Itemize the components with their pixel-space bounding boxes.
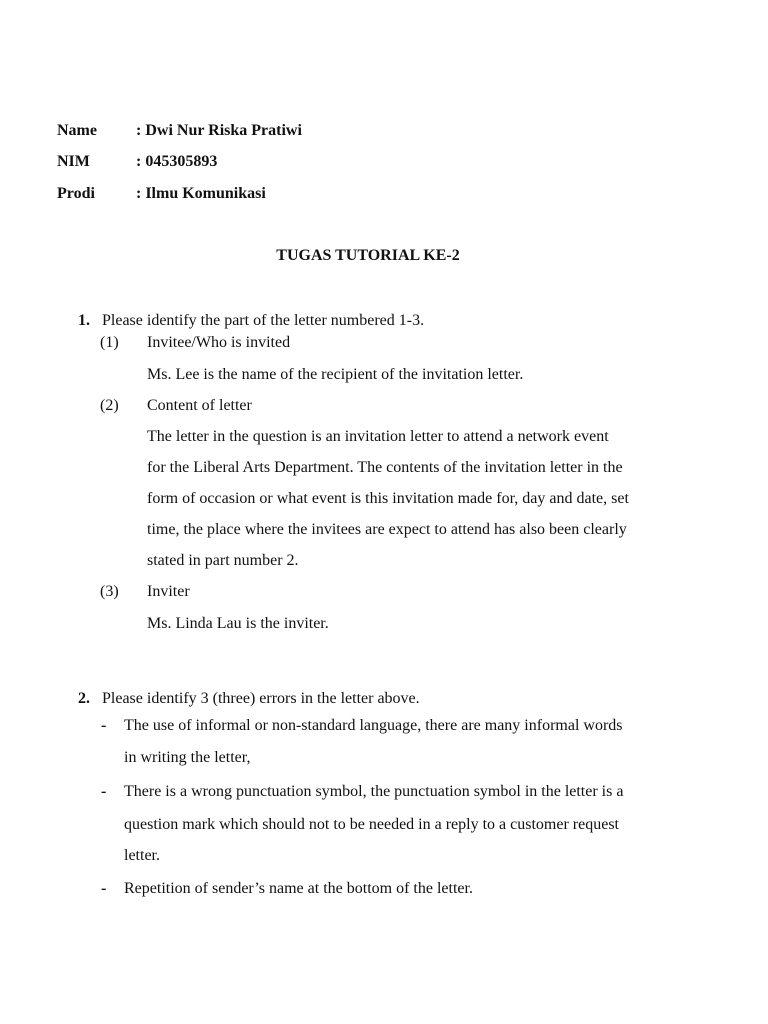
nim-value: : 045305893 [136, 153, 218, 170]
item-2-line: time, the place where the invitees are expect to attend has also been clearly [147, 521, 627, 538]
prodi-label: Prodi [57, 185, 95, 202]
prodi-value: : Ilmu Komunikasi [136, 185, 266, 202]
bullet-1-line: The use of informal or non-standard language, there are many informal words [124, 717, 623, 734]
name-value: : Dwi Nur Riska Pratiwi [136, 122, 302, 139]
item-3-line: Ms. Linda Lau is the inviter. [147, 615, 329, 632]
question-1-number: 1. [78, 312, 90, 329]
question-1-text: Please identify the part of the letter numbered 1-3. [102, 312, 425, 329]
item-2-line: form of occasion or what event is this invitation made for, day and date, set [147, 490, 629, 507]
bullet-1-dash: - [101, 717, 107, 734]
bullet-3-dash: - [101, 880, 107, 897]
question-2-text: Please identify 3 (three) errors in the letter above. [102, 690, 420, 707]
bullet-2-line: question mark which should not to be needed in a reply to a customer request [124, 816, 619, 833]
bullet-2-line: There is a wrong punctuation symbol, the punctuation symbol in the letter is a [124, 783, 624, 800]
bullet-2-dash: - [101, 783, 107, 800]
bullet-2-line: letter. [124, 847, 160, 864]
item-1-line: Ms. Lee is the name of the recipient of the invitation letter. [147, 366, 524, 383]
page-title: TUGAS TUTORIAL KE-2 [276, 247, 460, 264]
question-2-number: 2. [78, 690, 90, 707]
item-2-heading: Content of letter [147, 397, 252, 414]
item-3-number: (3) [100, 583, 119, 600]
nim-label: NIM [57, 153, 90, 170]
item-2-line: for the Liberal Arts Department. The contents of the invitation letter in the [147, 459, 623, 476]
name-label: Name [57, 122, 97, 139]
item-1-number: (1) [100, 334, 119, 351]
bullet-3-line: Repetition of sender’s name at the bottom of the letter. [124, 880, 473, 897]
bullet-1-line: in writing the letter, [124, 749, 251, 766]
item-3-heading: Inviter [147, 583, 190, 600]
item-2-line: stated in part number 2. [147, 552, 299, 569]
item-2-line: The letter in the question is an invitation letter to attend a network event [147, 428, 609, 445]
item-1-heading: Invitee/Who is invited [147, 334, 291, 351]
item-2-number: (2) [100, 397, 119, 414]
